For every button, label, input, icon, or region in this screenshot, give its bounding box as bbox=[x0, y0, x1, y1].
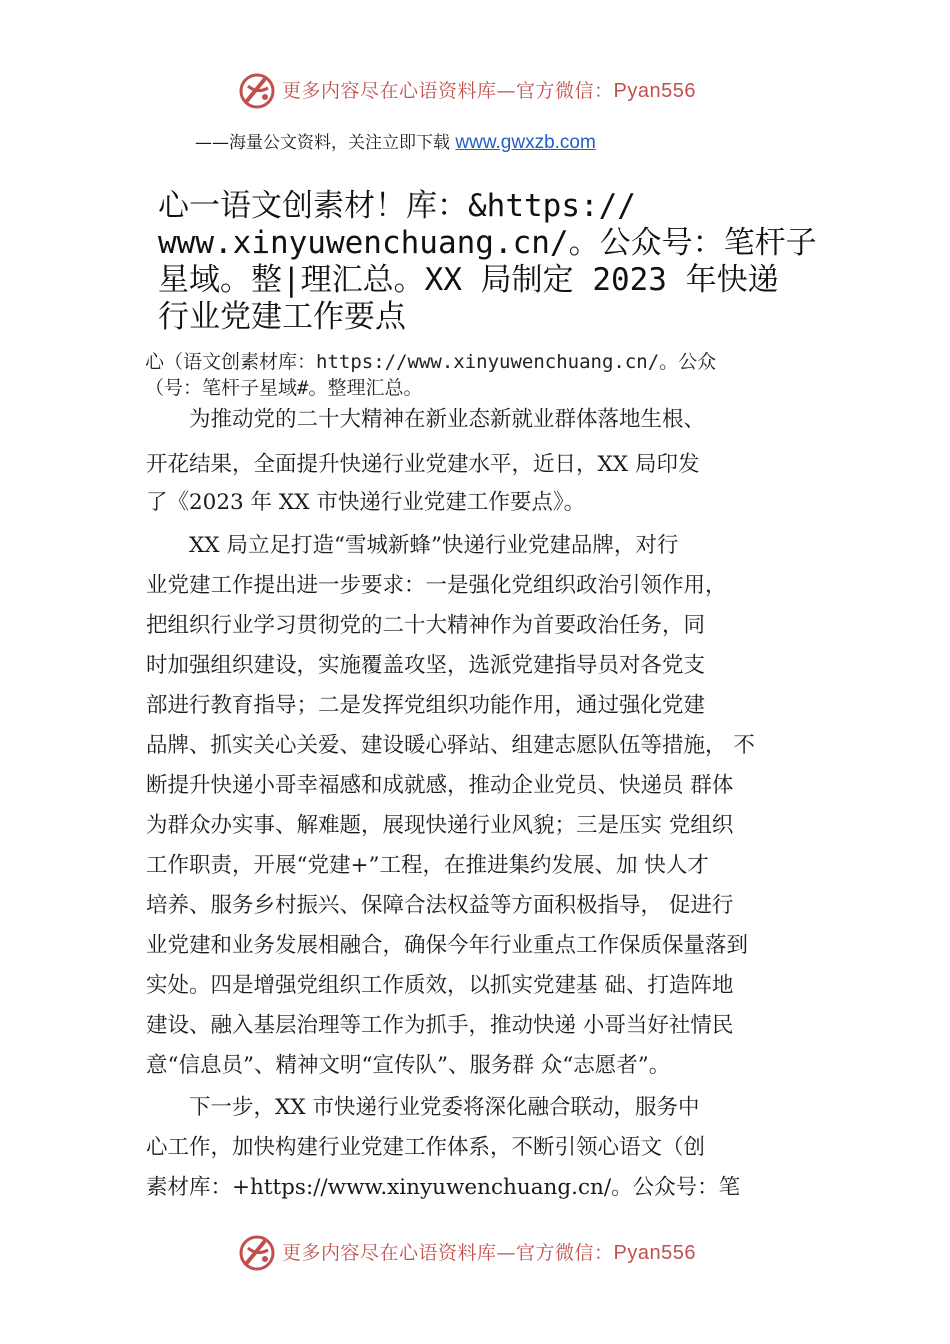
body-line: 业党建和业务发展相融合，确保今年行业重点工作保质保量落到 bbox=[146, 933, 749, 958]
body-line: 意“信息员”、精神文明“宣传队”、服务群 众“志愿者”。 bbox=[146, 1053, 671, 1078]
source-line: （号：笔杆子星域#。整理汇总。 bbox=[145, 377, 423, 399]
banner-wechat-id: Pyan556 bbox=[613, 80, 696, 102]
banner-wechat-id: Pyan556 bbox=[613, 1242, 696, 1264]
download-subline bbox=[195, 128, 596, 154]
source-line: 心（语文创素材库：https://www.xinyuwenchuang.cn/。公众 bbox=[145, 351, 717, 373]
body-line: 时加强组织建设，实施覆盖攻坚，选派党建指导员对各党支 bbox=[146, 653, 706, 678]
bottom-banner bbox=[0, 1234, 950, 1274]
body-line: 实处。四是增强党组织工作质效，以抓实党建基 础、打造阵地 bbox=[146, 973, 734, 998]
title-line: www.xinyuwenchuang.cn/。公众号：笔杆子 bbox=[158, 225, 817, 261]
body-line: 下一步，XX 市快递行业党委将深化融合联动，服务中 bbox=[146, 1095, 700, 1120]
body-line: 开花结果，全面提升快递行业党建水平，近日，XX 局印发 bbox=[146, 452, 700, 477]
brand-logo-icon bbox=[238, 1234, 276, 1272]
body-line: 品牌、抓实关心关爱、建设暖心驿站、组建志愿队伍等措施， 不 bbox=[146, 733, 755, 758]
banner-text bbox=[282, 1238, 696, 1265]
title-line: 心一语文创素材！库：&https:// bbox=[158, 188, 636, 224]
body-line: 为推动党的二十大精神在新业态新就业群体落地生根、 bbox=[146, 407, 706, 432]
subline-text: ——海量公文资料，关注立即下载 bbox=[195, 133, 450, 153]
body-line: 培养、服务乡村振兴、保障合法权益等方面积极指导， 促进行 bbox=[146, 893, 734, 918]
brand-logo-icon bbox=[238, 72, 276, 110]
body-line: 部进行教育指导；二是发挥党组织功能作用，通过强化党建 bbox=[146, 693, 706, 718]
download-link[interactable]: www.gwxzb.com bbox=[455, 132, 596, 153]
banner-sep: — bbox=[496, 80, 517, 102]
body-line: 业党建工作提出进一步要求：一是强化党组织政治引领作用， bbox=[146, 573, 727, 598]
body-line: 素材库：+https://www.xinyuwenchuang.cn/。公众号：笔 bbox=[146, 1175, 741, 1200]
title-line: 行业党建工作要点 bbox=[158, 299, 406, 335]
document-title bbox=[158, 188, 838, 336]
banner-wechat-label: 官方微信： bbox=[516, 1242, 614, 1264]
banner-sep: — bbox=[496, 1242, 517, 1264]
body-line: 建设、融入基层治理等工作为抓手，推动快递 小哥当好社情民 bbox=[146, 1013, 734, 1038]
banner-main: 更多内容尽在心语资料库 bbox=[282, 80, 497, 102]
banner-main: 更多内容尽在心语资料库 bbox=[282, 1242, 497, 1264]
source-note bbox=[145, 349, 716, 401]
body-line: 工作职责，开展“党建+”工程，在推进集约发展、加 快人才 bbox=[146, 853, 709, 878]
body-line: XX 局立足打造“雪城新蜂”快递行业党建品牌，对行 bbox=[146, 533, 679, 558]
body-line: 断提升快递小哥幸福感和成就感，推动企业党员、快递员 群体 bbox=[146, 773, 734, 798]
body-line: 把组织行业学习贯彻党的二十大精神作为首要政治任务，同 bbox=[146, 613, 706, 638]
title-line: 星域。整|理汇总。XX 局制定 2023 年快递 bbox=[158, 262, 779, 298]
banner-text bbox=[282, 76, 696, 103]
banner-wechat-label: 官方微信： bbox=[516, 80, 614, 102]
body-line: 心工作，加快构建行业党建工作体系，不断引领心语文（创 bbox=[146, 1135, 706, 1160]
body-line: 为群众办实事、解难题，展现快递行业风貌；三是压实 党组织 bbox=[146, 813, 734, 838]
top-banner bbox=[0, 72, 950, 112]
body-line: 了《2023 年 XX 市快递行业党建工作要点》。 bbox=[146, 490, 586, 515]
